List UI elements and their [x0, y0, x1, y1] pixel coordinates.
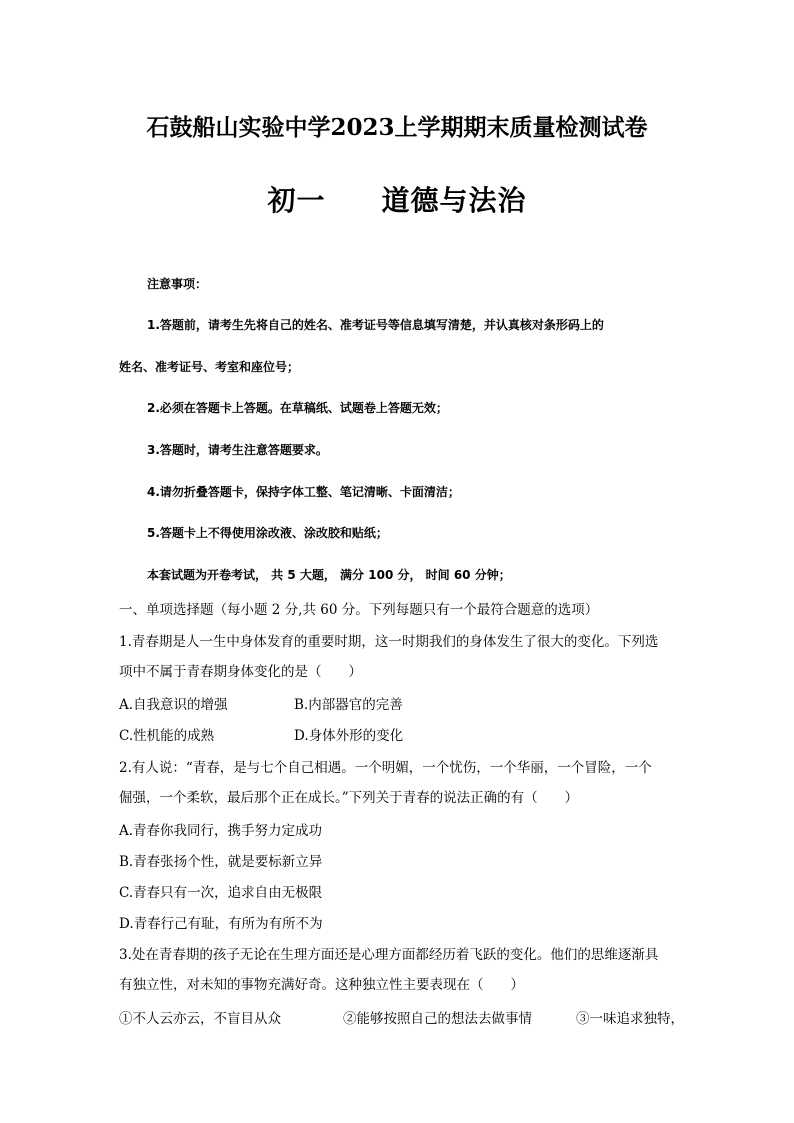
- question-3-option-2: ②能够按照自己的想法去做事情: [343, 1011, 532, 1027]
- question-1-option-a: A.自我意识的增强: [119, 697, 228, 713]
- question-2-option-b: B.青春张扬个性，就是要标新立异: [119, 854, 323, 870]
- subject-label: 道德与法治: [381, 184, 527, 217]
- notice-item-1: 1.答题前，请考生先将自己的姓名、准考证号等信息填写清楚，并认真核对条形码上的: [147, 318, 604, 332]
- notice-item-3: 3.答题时，请考生注意答题要求。: [147, 443, 328, 457]
- question-2-stem: 2.有人说：“青春，是与七个自己相遇。一个明媚，一个忧伤，一个华丽，一个冒险，一个: [119, 760, 652, 776]
- section-heading: 一、单项选择题（每小题 2 分,共 60 分。下列每题只有一个最符合题意的选项）: [119, 602, 599, 618]
- question-2-option-c: C.青春只有一次，追求自由无极限: [119, 885, 323, 901]
- question-3-stem-cont: 有独立性，对未知的事物充满好奇。这种独立性主要表现在（ ）: [119, 977, 524, 993]
- question-2-option-d: D.青春行己有耻，有所为有所不为: [119, 916, 323, 932]
- question-2-stem-cont: 倔强，一个柔软，最后那个正在成长。”下列关于青春的说法正确的有（ ）: [119, 790, 579, 806]
- grade-label: 初一: [267, 184, 326, 217]
- question-1-stem: 1.青春期是人一生中身体发育的重要时期，这一时期我们的身体发生了很大的变化。下列选: [119, 634, 659, 650]
- question-3-option-1: ①不人云亦云，不盲目从众: [119, 1011, 281, 1027]
- notice-item-1-cont: 姓名、准考证号、考室和座位号；: [119, 360, 300, 374]
- question-2-option-a: A.青春你我同行，携手努力定成功: [119, 823, 323, 839]
- question-1-option-c: C.性机能的成熟: [119, 728, 215, 744]
- notice-heading: 注意事项：: [147, 277, 208, 291]
- question-1-option-d: D.身体外形的变化: [294, 728, 404, 744]
- question-3-stem: 3.处在青春期的孩子无论在生理方面还是心理方面都经历着飞跃的变化。他们的思维逐渐具: [119, 947, 659, 963]
- question-1-stem-cont: 项中不属于青春期身体变化的是（ ）: [119, 664, 362, 680]
- notice-summary: 本套试题为开卷考试， 共 5 大题， 满分 100 分， 时间 60 分钟；: [147, 568, 511, 582]
- question-1-option-b: B.内部器官的完善: [294, 697, 403, 713]
- notice-item-4: 4.请勿折叠答题卡，保持字体工整、笔记清晰、卡面清洁；: [147, 485, 460, 499]
- notice-item-5: 5.答题卡上不得使用涂改液、涂改胶和贴纸；: [147, 526, 388, 540]
- notice-item-2: 2.必须在答题卡上答题。在草稿纸、试题卷上答题无效；: [147, 401, 448, 415]
- exam-subtitle: [0, 184, 794, 217]
- exam-title: 石鼓船山实验中学2023上学期期末质量检测试卷: [146, 114, 648, 141]
- question-3-option-3: ③一味追求独特，: [576, 1011, 684, 1027]
